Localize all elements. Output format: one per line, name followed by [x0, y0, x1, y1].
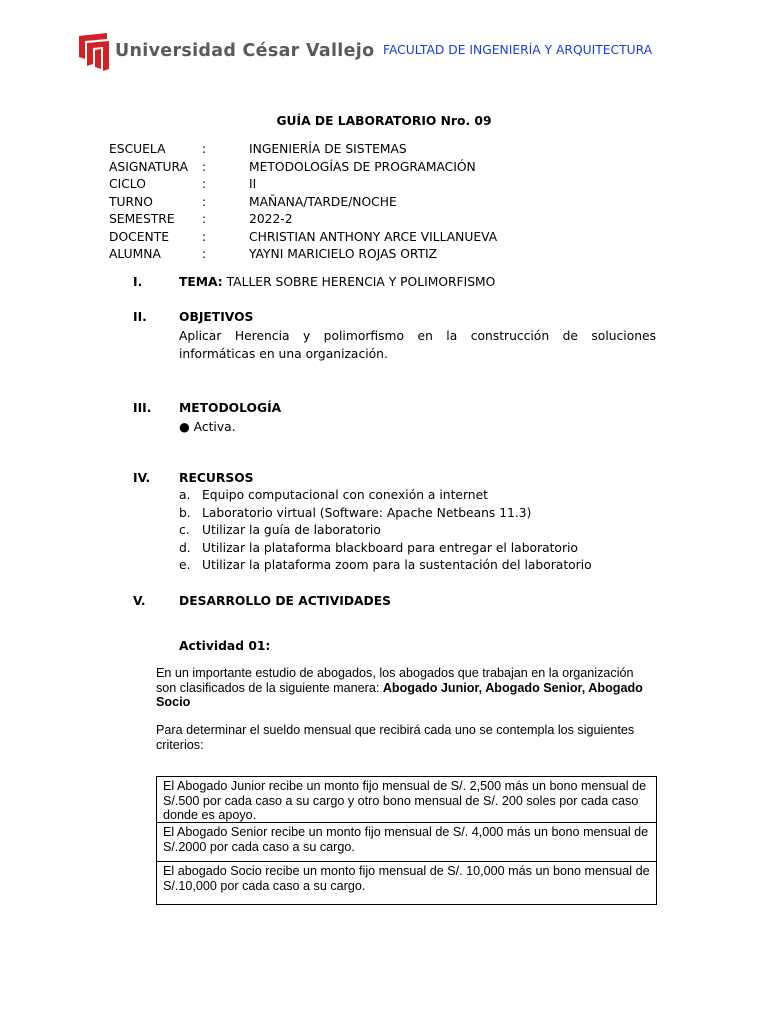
list-letter: d.: [179, 541, 191, 555]
info-label: DOCENTE: [109, 230, 169, 244]
info-value: 2022-2: [249, 212, 293, 226]
info-label: SEMESTRE: [109, 212, 175, 226]
metodologia-bullet: ● Activa.: [179, 420, 236, 434]
section-number: III.: [133, 401, 152, 415]
info-label: ESCUELA: [109, 142, 166, 156]
info-label: ASIGNATURA: [109, 160, 188, 174]
section-tema: [179, 275, 495, 289]
intro-bold-text: Abogado Junior, Abogado Senior, Abogado Socio: [156, 680, 643, 709]
section-heading: TEMA:: [179, 275, 223, 289]
list-letter: c.: [179, 523, 190, 537]
list-text: Utilizar la plataforma zoom para la sustentación del laboratorio: [202, 558, 592, 572]
info-separator: :: [202, 230, 207, 244]
table-row: El Abogado Junior recibe un monto fijo mensual de S/. 2,500 más un bono mensual de S/.500 por cada caso a su cargo y otro bono mensual de S/. 200 soles por cada caso donde es apoyo.: [157, 777, 656, 823]
ucv-shield-icon: [77, 33, 111, 71]
list-text: Utilizar la plataforma blackboard para entregar el laboratorio: [202, 541, 578, 555]
info-value: II: [249, 177, 257, 191]
document-title: GUÍA DE LABORATORIO Nro. 09: [276, 114, 492, 128]
section-heading: OBJETIVOS: [179, 310, 254, 324]
section-heading: DESARROLLO DE ACTIVIDADES: [179, 594, 392, 608]
info-value: MAÑANA/TARDE/NOCHE: [249, 195, 397, 209]
section-number: I.: [133, 275, 143, 289]
list-letter: e.: [179, 558, 191, 572]
info-label: ALUMNA: [109, 247, 161, 261]
section-heading: METODOLOGÍA: [179, 401, 282, 415]
info-separator: :: [202, 142, 207, 156]
university-logo: [77, 33, 375, 71]
activity-intro: [156, 666, 657, 710]
info-label: TURNO: [109, 195, 153, 209]
section-heading: RECURSOS: [179, 471, 254, 485]
list-letter: b.: [179, 506, 191, 520]
section-number: V.: [133, 594, 146, 608]
info-separator: :: [202, 160, 207, 174]
logo-wordmark: Universidad César Vallejo: [115, 41, 375, 61]
intro-text: En un importante estudio de abogados, los abogados que trabajan en la organización son clasificados de la siguiente manera:: [156, 666, 634, 695]
info-label: CICLO: [109, 177, 146, 191]
info-separator: :: [202, 177, 207, 191]
list-letter: a.: [179, 488, 191, 502]
list-text: Utilizar la guía de laboratorio: [202, 523, 381, 537]
info-value: METODOLOGÍAS DE PROGRAMACIÓN: [249, 160, 476, 174]
info-separator: :: [202, 195, 207, 209]
activity-criteria: Para determinar el sueldo mensual que recibirá cada uno se contempla los siguientes criterios:: [156, 723, 635, 752]
table-row: El abogado Socio recibe un monto fijo mensual de S/. 10,000 más un bono mensual de S/.10,000 por cada caso a su cargo.: [163, 864, 650, 893]
info-separator: :: [202, 212, 207, 226]
info-value: INGENIERÍA DE SISTEMAS: [249, 142, 407, 156]
criteria-table: [156, 776, 657, 905]
info-separator: :: [202, 247, 207, 261]
objetivos-text: Aplicar Herencia y polimorfismo en la construcción de soluciones informáticas en una organización.: [179, 329, 656, 361]
table-row: El Abogado Senior recibe un monto fijo mensual de S/. 4,000 más un bono mensual de S/.2000 por cada caso a su cargo.: [157, 823, 656, 862]
activity-title: Actividad 01:: [179, 639, 271, 653]
list-text: Equipo computacional con conexión a internet: [202, 488, 488, 502]
section-number: II.: [133, 310, 147, 324]
info-value: CHRISTIAN ANTHONY ARCE VILLANUEVA: [249, 230, 498, 244]
section-number: IV.: [133, 471, 151, 485]
list-text: Laboratorio virtual (Software: Apache Netbeans 11.3): [202, 506, 532, 520]
faculty-name: FACULTAD DE INGENIERÍA Y ARQUITECTURA: [383, 43, 653, 57]
info-value: YAYNI MARICIELO ROJAS ORTIZ: [249, 247, 438, 261]
tema-text: TALLER SOBRE HERENCIA Y POLIMORFISMO: [226, 275, 496, 289]
